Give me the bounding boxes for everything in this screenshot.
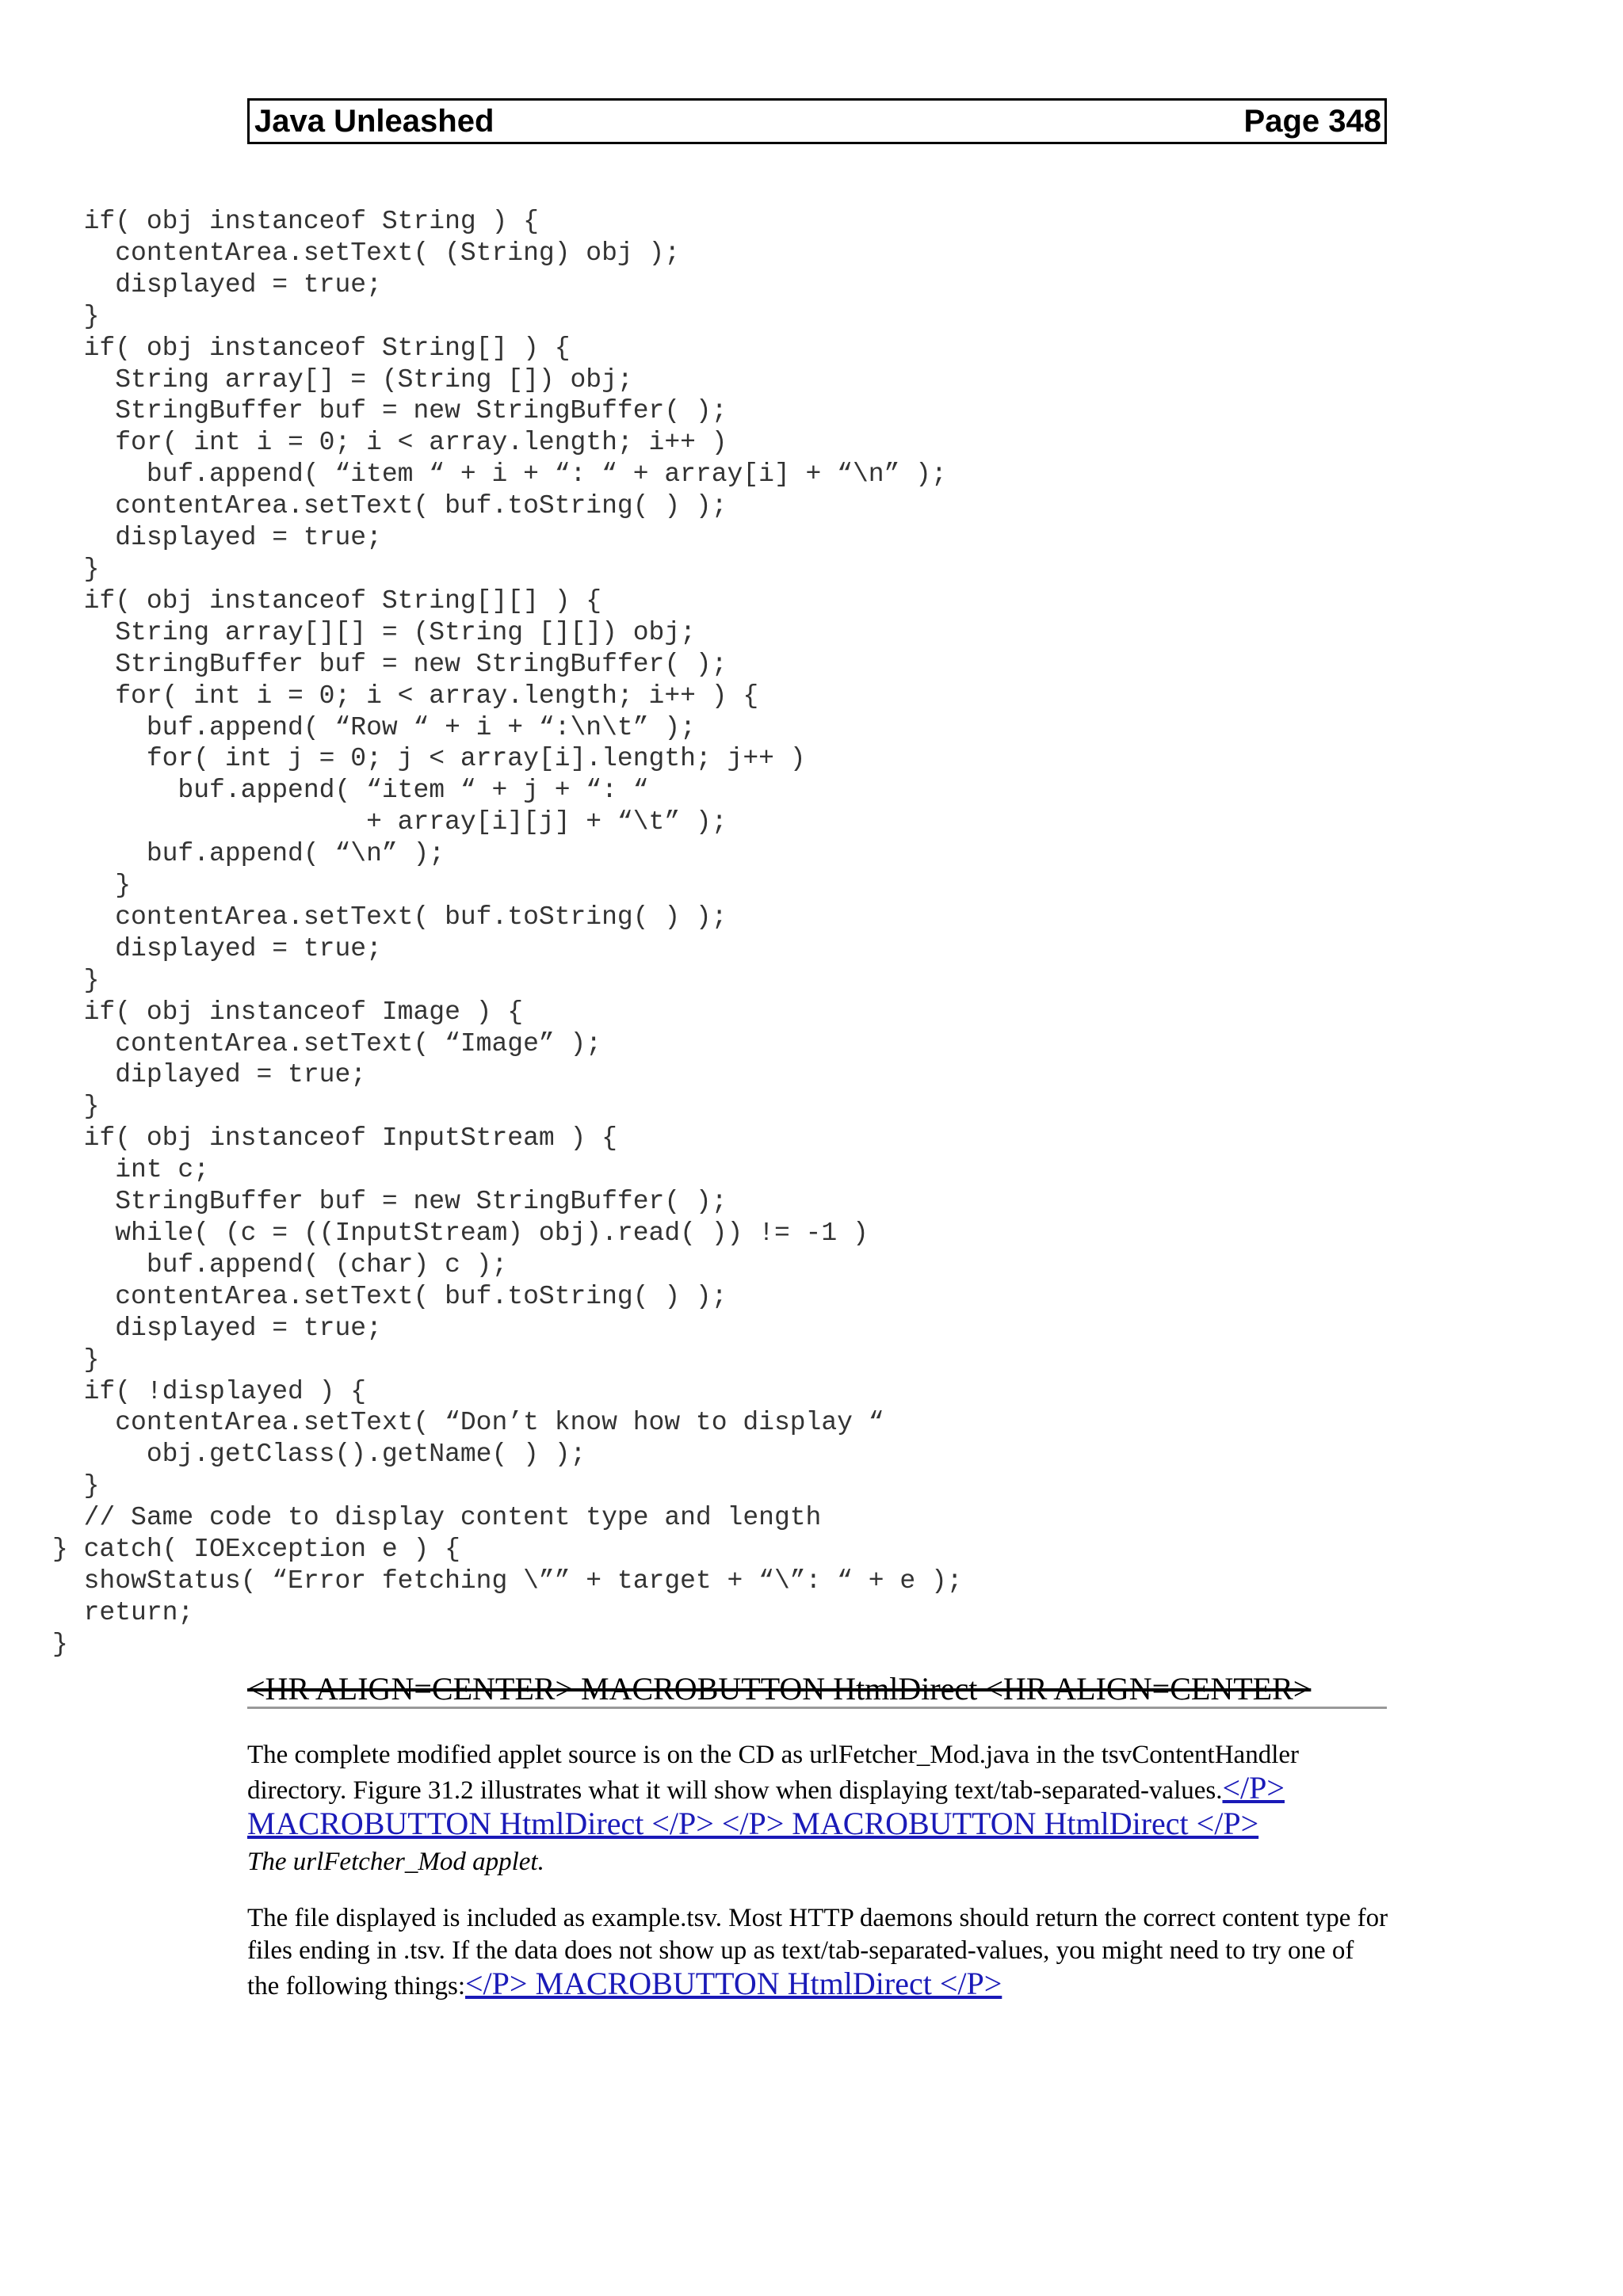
paragraph-1 [247, 1739, 1388, 1843]
code-line: while( (c = ((InputStream) obj).read( )) != -1 ) [52, 1219, 869, 1248]
macrobutton-link-2[interactable]: </P> MACROBUTTON HtmlDirect </P> [465, 1966, 1002, 2001]
code-line: buf.append( “item “ + j + “: “ [52, 776, 649, 806]
code-line: displayed = true; [52, 523, 382, 553]
code-line: } [52, 1344, 100, 1375]
code-line: StringBuffer buf = new StringBuffer( ); [52, 1187, 727, 1217]
code-line: displayed = true; [52, 269, 382, 299]
code-line: buf.append( “Row “ + i + “:\n\t” ); [52, 712, 696, 742]
code-line: + array[i][j] + “\t” ); [52, 807, 727, 837]
code-line: obj.getClass().getName( ) ); [52, 1440, 586, 1470]
code-line: contentArea.setText( buf.toString( ) ); [52, 902, 727, 932]
code-line: String array[] = (String []) obj; [52, 364, 633, 395]
code-line: contentArea.setText( buf.toString( ) ); [52, 1281, 727, 1311]
code-line: contentArea.setText( “Don’t know how to display “ [52, 1408, 884, 1438]
code-line: contentArea.setText( “Image” ); [52, 1028, 602, 1058]
code-line: StringBuffer buf = new StringBuffer( ); [52, 649, 727, 679]
code-line: } catch( IOException e ) { [52, 1535, 460, 1565]
code-line: contentArea.setText( (String) obj ); [52, 238, 681, 268]
code-line: for( int i = 0; i < array.length; i++ ) { [52, 681, 759, 711]
code-line: buf.append( “item “ + i + “: “ + array[i] + “\n” ); [52, 460, 947, 490]
hr-macro-text: <HR ALIGN=CENTER> MACROBUTTON HtmlDirect <HR ALIGN=CENTER> [247, 1672, 1387, 1709]
code-line: } [52, 301, 100, 331]
figure-caption: The urlFetcher_Mod applet. [247, 1848, 544, 1876]
macrobutton-link-1[interactable]: </P> MACROBUTTON HtmlDirect </P> </P> MACROBUTTON HtmlDirect </P> [247, 1770, 1285, 1841]
code-line: } [52, 965, 100, 995]
code-line: if( !displayed ) { [52, 1376, 367, 1406]
code-line: showStatus( “Error fetching \”” + target + “\”: “ + e ); [52, 1566, 963, 1596]
paragraph-2 [247, 1902, 1388, 2003]
code-listing [52, 206, 963, 1661]
code-line: diplayed = true; [52, 1060, 367, 1090]
page-header [247, 98, 1387, 144]
code-line: if( obj instanceof InputStream ) { [52, 1123, 617, 1154]
code-line: for( int j = 0; j < array[i].length; j++ ) [52, 744, 806, 774]
code-line: int c; [52, 1155, 210, 1185]
code-line: } [52, 554, 100, 584]
code-line: contentArea.setText( buf.toString( ) ); [52, 491, 727, 521]
code-line: } [52, 1629, 68, 1659]
code-line: if( obj instanceof Image ) { [52, 997, 524, 1027]
code-line: return; [52, 1597, 194, 1627]
code-line: if( obj instanceof String ) { [52, 207, 539, 236]
paragraph-1-text: The complete modified applet source is on the CD as urlFetcher_Mod.java in the tsvContentHandler directory. Figure 31.2 illustrates what it will show when displaying text/tab-separated-values. [247, 1741, 1299, 1805]
code-line: } [52, 1092, 100, 1122]
code-line: displayed = true; [52, 1313, 382, 1343]
paragraph-2-text: The file displayed is included as example.tsv. Most HTTP daemons should return the correct content type for files ending in .tsv. If the data does not show up as text/tab-separated-values, you might need to try one of the following things: [247, 1904, 1388, 2000]
code-line: StringBuffer buf = new StringBuffer( ); [52, 396, 727, 426]
code-line: String array[][] = (String [][]) obj; [52, 617, 696, 647]
code-line: if( obj instanceof String[][] ) { [52, 585, 602, 616]
code-line: displayed = true; [52, 933, 382, 963]
code-line: } [52, 871, 132, 901]
code-line: buf.append( (char) c ); [52, 1249, 508, 1280]
book-title: Java Unleashed [254, 103, 495, 139]
code-line: for( int i = 0; i < array.length; i++ ) [52, 428, 727, 458]
code-line: buf.append( “\n” ); [52, 839, 445, 869]
code-line: // Same code to display content type and length [52, 1503, 822, 1533]
code-line: } [52, 1471, 100, 1501]
code-line: if( obj instanceof String[] ) { [52, 333, 571, 363]
page-number: Page 348 [1243, 103, 1381, 139]
